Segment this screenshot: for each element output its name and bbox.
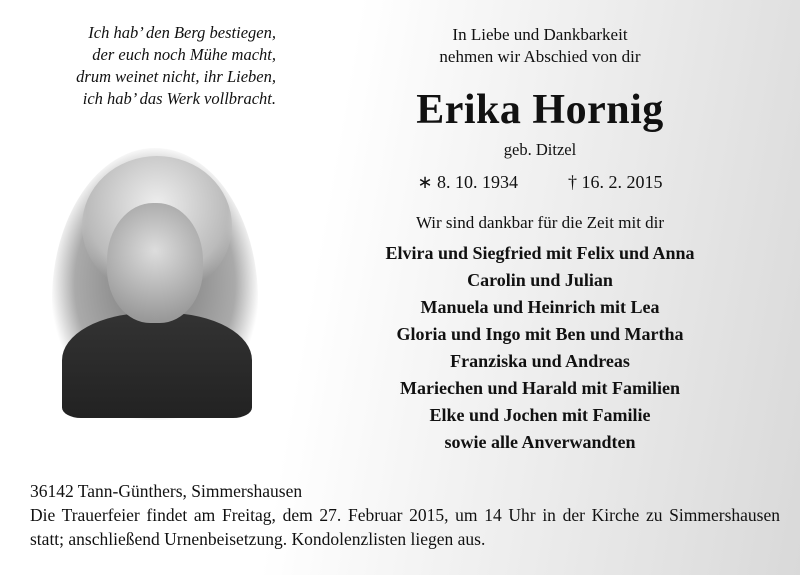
intro-line: nehmen wir Abschied von dir [439,47,641,66]
poem-line: Ich hab’ den Berg bestiegen, [88,23,276,42]
poem-line: ich hab’ das Werk vollbracht. [82,89,276,108]
intro-line: In Liebe und Dankbarkeit [452,25,628,44]
family-line: Gloria und Ingo mit Ben und Martha [396,324,684,344]
address: 36142 Tann-Günthers, Simmershausen [30,481,303,501]
maiden-name: geb. Ditzel [503,140,577,159]
portrait-photo [52,148,258,420]
family-line: Elvira und Siegfried mit Felix und Anna [385,243,695,263]
birth-date: ∗ 8. 10. 1934 [417,172,519,192]
footer [30,479,780,551]
family-list [330,240,750,456]
family-line: Manuela und Heinrich mit Lea [420,297,660,317]
life-dates [330,172,750,193]
family-line: sowie alle Anverwandten [444,432,636,452]
poem-line: drum weinet nicht, ihr Lieben, [76,67,276,86]
family-line: Mariechen und Harald mit Familien [400,378,680,398]
deceased-name: Erika Hornig [416,87,664,133]
thanks-line: Wir sind dankbar für die Zeit mit dir [415,213,665,232]
family-line: Franziska und Andreas [450,351,630,371]
family-line: Carolin und Julian [467,270,613,290]
death-date: † 16. 2. 2015 [568,172,663,192]
funeral-notice: Die Trauerfeier findet am Freitag, dem 27. Februar 2015, um 14 Uhr in der Kirche zu Simmershausen statt; anschließend Urnenbeisetzung. Kondolenzlisten liegen aus. [30,505,780,549]
intro-text [330,24,750,68]
poem [8,22,276,110]
family-line: Elke und Jochen mit Familie [429,405,651,425]
poem-line: der euch noch Mühe macht, [92,45,276,64]
